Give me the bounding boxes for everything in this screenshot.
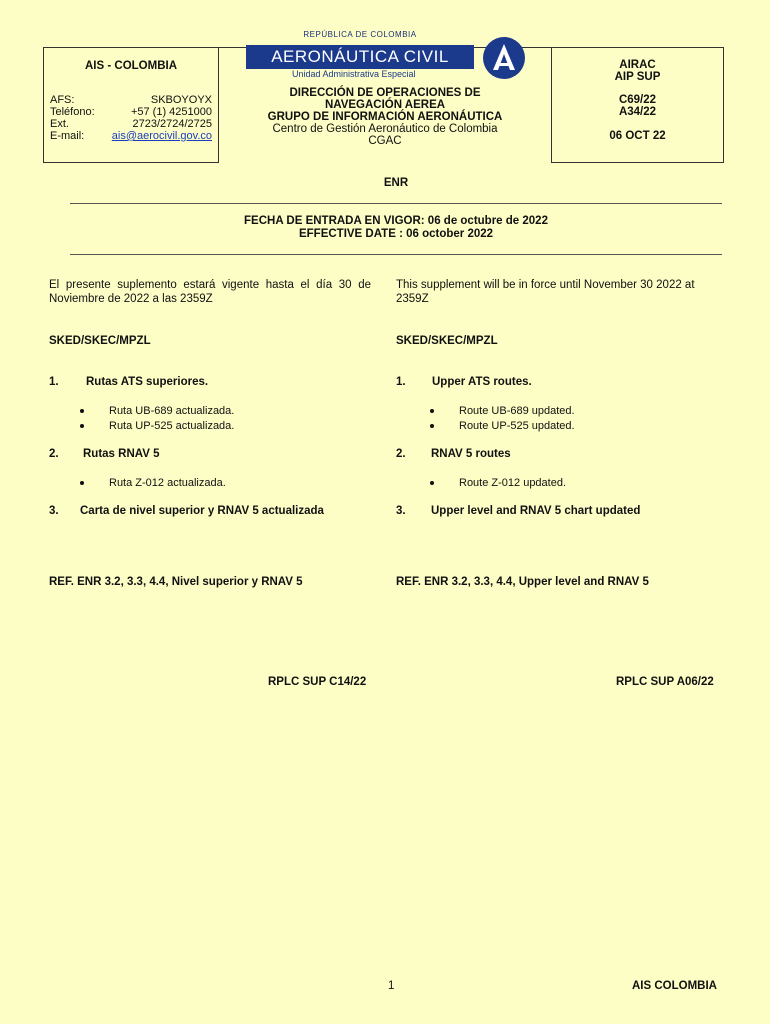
item-number: 1. <box>396 376 406 388</box>
header-directorate: DIRECCIÓN DE OPERACIONES DE <box>289 87 481 99</box>
header-group: GRUPO DE INFORMACIÓN AERONÁUTICA <box>267 111 503 123</box>
bullet-icon <box>80 424 84 428</box>
item-number: 1. <box>49 376 59 388</box>
email-link[interactable]: ais@aerocivil.gov.co <box>111 130 212 142</box>
item-title: RNAV 5 routes <box>431 448 511 460</box>
ais-title: AIS - COLOMBIA <box>85 60 177 72</box>
header-contact-box <box>43 47 219 163</box>
section-title: ENR <box>383 177 409 189</box>
contact-label: Teléfono: <box>50 106 95 118</box>
item-number: 3. <box>49 505 59 517</box>
header-navigation: NAVEGACIÓN AEREA <box>324 99 446 111</box>
reference-en: REF. ENR 3.2, 3.3, 4.4, Upper level and RNAV 5 <box>396 576 649 588</box>
bullet-icon <box>80 481 84 485</box>
contact-label: AFS: <box>50 94 75 106</box>
aip-sup-label: AIP SUP <box>614 71 661 83</box>
page-number: 1 <box>388 980 395 992</box>
logo-unit-text: Unidad Administrativa Especial <box>292 69 416 79</box>
footer-org: AIS COLOMBIA <box>632 980 717 992</box>
bullet-icon <box>430 481 434 485</box>
item-number: 3. <box>396 505 406 517</box>
item-number: 2. <box>396 448 406 460</box>
location-en: SKED/SKEC/MPZL <box>396 335 498 347</box>
replaces-en: RPLC SUP A06/22 <box>616 676 714 688</box>
sup-code-a: A34/22 <box>618 106 657 118</box>
item-title: Upper level and RNAV 5 chart updated <box>431 505 641 517</box>
intro-en: This supplement will be in force until November 30 2022 at 2359Z <box>396 279 695 305</box>
contact-label: Ext. <box>50 118 69 130</box>
header-airac-box <box>551 47 724 163</box>
sup-code-c: C69/22 <box>618 94 657 106</box>
sup-date: 06 OCT 22 <box>609 130 666 142</box>
logo-republic-text: REPÚBLICA DE COLOMBIA <box>303 30 417 39</box>
location-es: SKED/SKEC/MPZL <box>49 335 151 347</box>
intro-es: El presente suplemento estará vigente hasta el día 30 de Noviembre de 2022 a las 2359Z <box>49 279 371 305</box>
item-number: 2. <box>49 448 59 460</box>
effective-date-en: EFFECTIVE DATE : 06 october 2022 <box>298 228 494 240</box>
logo-name-bar: AERONÁUTICA CIVIL <box>246 45 474 69</box>
bullet-icon <box>430 409 434 413</box>
bullet-icon <box>80 409 84 413</box>
effective-date-es: FECHA DE ENTRADA EN VIGOR: 06 de octubre de 2022 <box>244 215 548 227</box>
replaces-es: RPLC SUP C14/22 <box>268 676 367 688</box>
contact-value: +57 (1) 4251000 <box>130 106 212 118</box>
divider <box>70 203 722 204</box>
item-title: Carta de nivel superior y RNAV 5 actualizada <box>80 505 324 517</box>
bullet-icon <box>430 424 434 428</box>
airac-label: AIRAC <box>619 59 656 71</box>
item-title: Rutas ATS superiores. <box>86 376 209 388</box>
divider <box>70 254 722 255</box>
reference-es: REF. ENR 3.2, 3.3, 4.4, Nivel superior y RNAV 5 <box>49 576 303 588</box>
contact-value: 2723/2724/2725 <box>132 118 212 130</box>
item-title: Rutas RNAV 5 <box>83 448 160 460</box>
header-center-name: Centro de Gestión Aeronáutico de Colombia <box>272 123 498 135</box>
aerocivil-logo-icon <box>482 36 526 80</box>
item-title: Upper ATS routes. <box>432 376 532 388</box>
contact-label: E-mail: <box>50 130 85 142</box>
header-cgac: CGAC <box>368 135 402 147</box>
contact-value: SKBOYOYX <box>150 94 212 106</box>
